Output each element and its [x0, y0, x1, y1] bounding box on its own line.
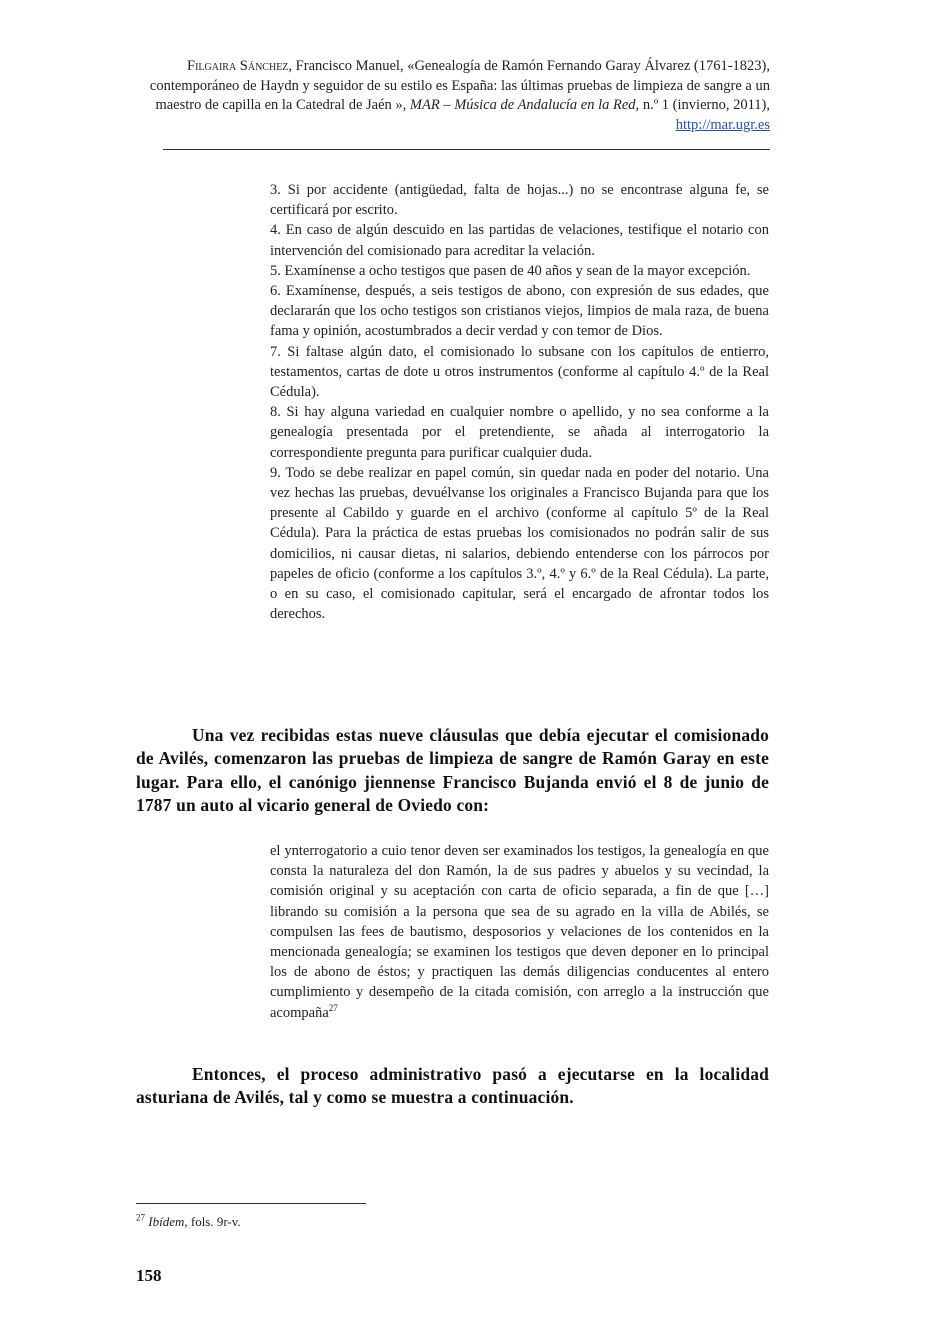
running-header	[136, 57, 770, 135]
footnote-ref-27[interactable]: 27	[328, 1002, 338, 1013]
clause-3: 3. Si por accidente (antigüedad, falta de hojas...) no se encontrase alguna fe, se certificará por escrito.	[270, 182, 769, 219]
clause-4: 4. En caso de algún descuido en las partidas de velaciones, testifique el notario con intervención del comisionado para acreditar la velación.	[270, 222, 769, 259]
footnote-text: , fols. 9r-v.	[184, 1214, 241, 1229]
header-url-link[interactable]: http://mar.ugr.es	[675, 116, 770, 133]
clause-7: 7. Si faltase algún dato, el comisionado lo subsane con los capítulos de entierro, testamentos, cartas de dote u otros instrumentos (conforme al capítulo 4.º de la Real Cédula).	[270, 343, 769, 401]
block-quote-auto	[270, 841, 769, 1023]
clause-6: 6. Examínense, después, a seis testigos de abono, con expresión de sus edades, que declararán que los ocho testigos son cristianos viejos, limpios de mala raza, de buena fama y opinión, acostumbrados a decir verdad y con temor de Dios.	[270, 283, 769, 340]
body-paragraph-1: Una vez recibidas estas nueve cláusulas que debía ejecutar el comisionado de Avilés, comenzaron las pruebas de limpieza de sangre de Ramón Garay en este lugar. Para ello, el canónigo jiennense Francisco Bujanda envió el 8 de junio de 1787 un auto al vicario general de Oviedo con:	[136, 725, 769, 815]
footnote-number: 27	[136, 1212, 145, 1223]
quote-auto-text: el ynterrogatorio a cuio tenor deven ser examinados los testigos, la genealogía en que consta la naturaleza del don Ramón, la de sus padres y abuelos y su vecindad, la comisión original y su aceptación con carta de oficio separada, a fin de que […] librando su comisión a la persona que sea de su agrado en la villa de Abilés, se compulsen las fees de bautismo, desposorios y velaciones de los contenidos en la mencionada genealogía; se examinen los testigos que deven deponer en lo principal los de abono de éstos; y practiquen las demás diligencias conducentes al entero cumplimiento y desempeño de la citada comisión, con arreglo a la instrucción que acompaña	[270, 843, 769, 1021]
header-author: Filgaira Sánchez	[187, 58, 289, 74]
page-number: 158	[136, 1266, 162, 1285]
header-divider	[163, 149, 770, 150]
header-issue: n.º 1 (invierno, 2011),	[642, 97, 770, 114]
header-citation: , Francisco Manuel, «Genealogía de Ramón Fernando Garay Álvarez (1761-1823), contemporáneo de Haydn y seguidor de su estilo es España: las últimas pruebas de limpieza de sangre a un maestro de capilla en la Catedral de Jaén »,	[149, 58, 770, 114]
clause-9: 9. Todo se debe realizar en papel común, sin quedar nada en poder del notario. Una vez hechas las pruebas, devuélvanse los originales a Francisco Bujanda para que los presente al Cabildo y guarde en el archivo (conforme al capítulo 5º de la Real Cédula). Para la práctica de estas pruebas los comisionados no podrán salir de sus domicilios, ni causar dietas, ni salarios, debiendo entenderse con los párrocos por papeles de oficio (conforme a los capítulos 3.º, 4.º y 6.º de la Real Cédula). La parte, o en su caso, el comisionado capitular, será el encargado de afrontar todos los derechos.	[270, 464, 769, 623]
body-paragraph-2: Entonces, el proceso administrativo pasó a ejecutarse en la localidad asturiana de Avilés, tal y como se muestra a continuación.	[136, 1064, 769, 1108]
footnote-divider	[136, 1203, 366, 1204]
block-quote-clauses	[270, 180, 769, 624]
header-journal: MAR – Música de Andalucía en la Red,	[409, 97, 640, 114]
footnote-source: Ibídem	[148, 1214, 185, 1229]
footnote-27	[136, 1214, 241, 1230]
clause-5: 5. Examínense a ocho testigos que pasen de 40 años y sean de la mayor excepción.	[270, 262, 751, 279]
clause-8: 8. Si hay alguna variedad en cualquier nombre o apellido, y no sea conforme a la genealogía presentada por el pretendiente, se añada al interrogatorio la correspondiente pregunta para purificar cualquier duda.	[270, 404, 769, 461]
